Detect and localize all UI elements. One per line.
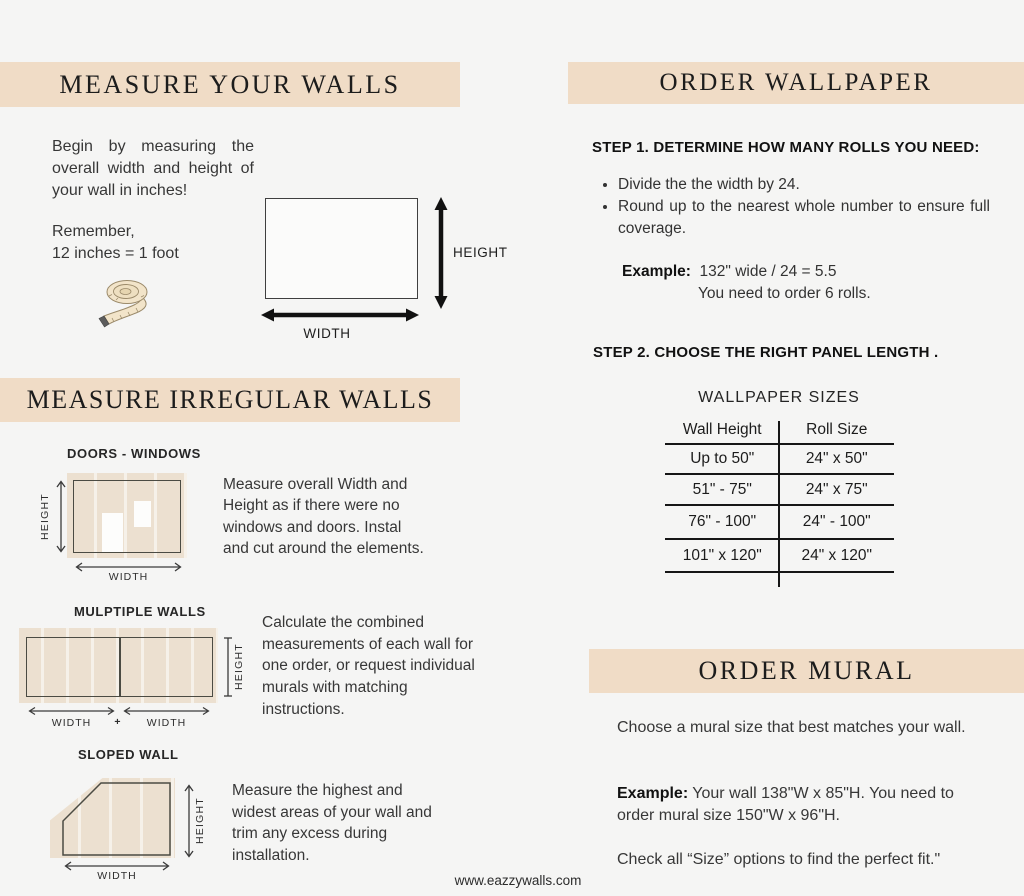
tape-measure-illustration xyxy=(96,278,162,330)
example-label: Example: xyxy=(617,785,689,802)
wall-height-cell: 101" x 120" xyxy=(682,546,762,564)
width-label: WIDTH xyxy=(108,571,149,583)
width-arrow-icon xyxy=(28,705,115,717)
bullet-item: • Divide the the width by 24. xyxy=(618,174,990,196)
section-title-order-mural: ORDER MURAL xyxy=(589,649,1024,693)
website-url: www.eazzywalls.com xyxy=(454,873,582,888)
wall-outline xyxy=(73,480,181,553)
example-calculation: 132" wide / 24 = 5.5 xyxy=(699,263,837,280)
sloped-wall-diagram xyxy=(40,770,255,890)
width-label: WIDTH xyxy=(51,717,92,729)
multiple-walls-label: MULPTIPLE WALLS xyxy=(74,604,206,619)
width-arrow-icon xyxy=(123,705,210,717)
conversion-line: 12 inches = 1 foot xyxy=(52,244,179,262)
step2-heading: STEP 2. CHOOSE THE RIGHT PANEL LENGTH . xyxy=(593,344,939,361)
window-shape xyxy=(134,501,151,527)
sloped-wall-label: SLOPED WALL xyxy=(78,747,179,762)
doors-windows-label: DOORS - WINDOWS xyxy=(67,446,201,461)
mural-intro-paragraph: Choose a mural size that best matches your wall. xyxy=(617,719,966,736)
example-result: You need to order 6 rolls. xyxy=(698,285,871,303)
intro-paragraph: Begin by measuring the overall width and height of your wall in inches! xyxy=(52,138,254,199)
plus-sign: + xyxy=(114,716,122,728)
roll-size-cell: 24" x 50" xyxy=(805,450,868,467)
height-label: HEIGHT xyxy=(453,245,508,260)
wall-outline xyxy=(60,780,175,858)
example-text: Your wall 138"W x 85"H. You need to order mural size 150"W x 96"H. xyxy=(617,785,954,825)
wall-divider xyxy=(119,637,121,697)
remember-line: Remember, xyxy=(52,223,135,240)
wall-height-cell: 51" - 75" xyxy=(692,480,752,498)
section-title-measure-irregular-walls: MEASURE IRREGULAR WALLS xyxy=(0,378,460,422)
mural-size-note: Check all “Size” options to find the perfect fit." xyxy=(617,851,941,868)
wallpaper-sizes-table xyxy=(665,417,894,573)
table-title: WALLPAPER SIZES xyxy=(698,389,860,406)
width-arrow-icon xyxy=(261,305,419,325)
column-header: Roll Size xyxy=(806,421,868,438)
height-arrow-icon xyxy=(431,197,451,309)
doors-windows-text: Measure overall Width and Height as if there were no windows and doors. Instal and cut around the elements. xyxy=(223,476,424,558)
height-label: HEIGHT xyxy=(39,493,51,540)
height-arrow-icon xyxy=(55,480,67,553)
height-label: HEIGHT xyxy=(233,643,245,691)
sloped-wall-text: Measure the highest and widest areas of your wall and trim any excess during installation. xyxy=(232,782,432,865)
bullet-item: • Round up to the nearest whole number to ensure full coverage. xyxy=(618,196,990,240)
multiple-walls-diagram xyxy=(16,625,266,735)
height-label: HEIGHT xyxy=(194,797,206,845)
roll-size-cell: 24" x 75" xyxy=(805,480,868,498)
width-label: WIDTH xyxy=(146,717,187,729)
wall-height-cell: Up to 50" xyxy=(690,450,755,467)
step1-bullet-list xyxy=(600,174,990,240)
width-label: WIDTH xyxy=(303,326,351,341)
wall-height-cell: 76" - 100" xyxy=(688,513,757,530)
table-column-divider xyxy=(778,421,780,587)
column-header: Wall Height xyxy=(682,421,762,438)
wall-rectangle-diagram xyxy=(265,198,418,299)
step1-heading: STEP 1. DETERMINE HOW MANY ROLLS YOU NEED: xyxy=(592,139,980,156)
example-label: Example: xyxy=(622,263,691,280)
roll-size-cell: 24" x 120" xyxy=(801,546,872,564)
roll-size-cell: 24" - 100" xyxy=(802,513,871,530)
door-shape xyxy=(102,513,123,552)
section-title-order-wallpaper: ORDER WALLPAPER xyxy=(568,62,1024,104)
mural-example-paragraph xyxy=(617,783,981,828)
section-title-measure-your-walls: MEASURE YOUR WALLS xyxy=(0,62,460,107)
doors-windows-diagram xyxy=(40,470,215,592)
width-label: WIDTH xyxy=(97,870,137,882)
multiple-walls-text: Calculate the combined measurements of each wall for one order, or request individual murals with matching instructions. xyxy=(262,614,475,718)
